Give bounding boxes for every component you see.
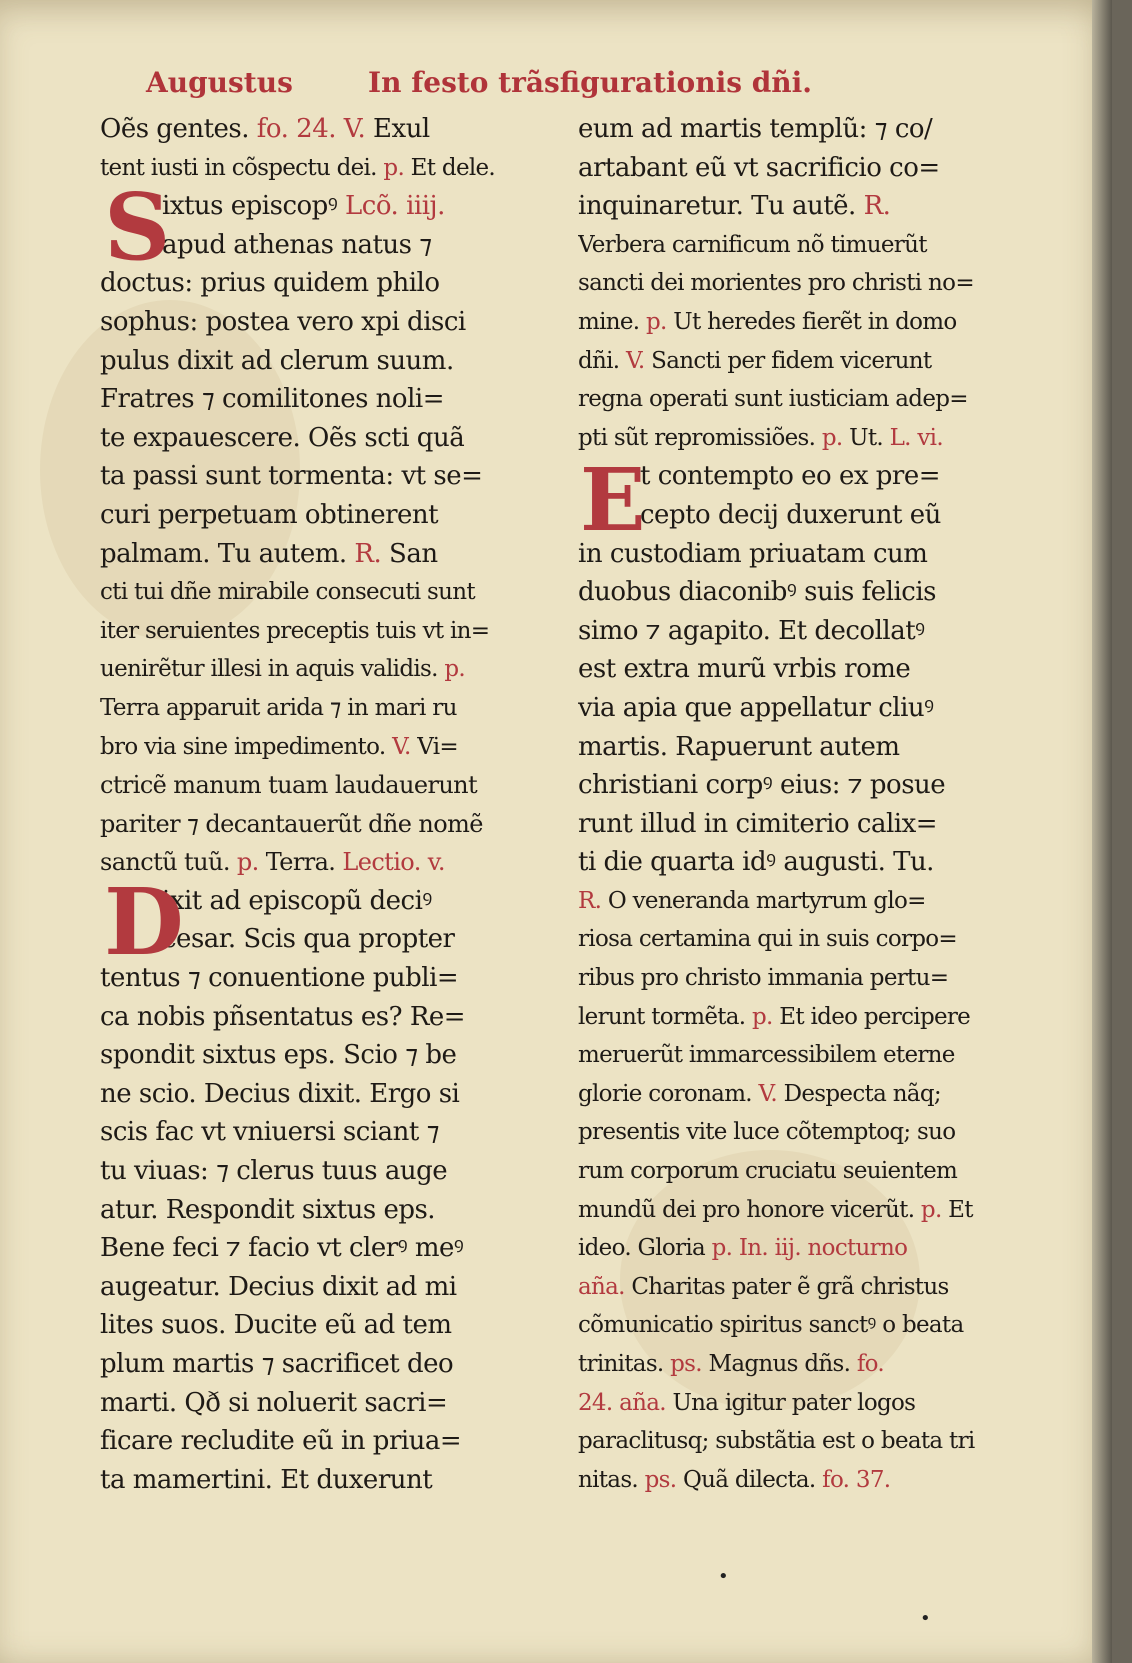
rubric-marker: Lectio. v. bbox=[342, 848, 445, 877]
rubric-marker: R. bbox=[354, 538, 382, 569]
text-line: Terra apparuit arida ⁊ in mari ru bbox=[100, 694, 457, 721]
text-line: ta mamertini. Et duxerunt bbox=[100, 1464, 433, 1495]
text-line: ixit ad episcopũ deciꝰ bbox=[162, 885, 432, 916]
initial-letter-d: D bbox=[104, 868, 184, 976]
text-line: mundũ dei pro honore vicerũt. p. Et bbox=[578, 1196, 973, 1223]
text-line: simo ⁊ agapito. Et decollatꝰ bbox=[578, 615, 925, 646]
text-line: Verbera carnificum nõ timuerũt bbox=[578, 231, 927, 258]
text-line: rum corporum cruciatu seuientem bbox=[578, 1158, 958, 1185]
rubric-marker: p. bbox=[646, 308, 667, 335]
text-line: est extra murũ vrbis rome bbox=[578, 654, 911, 685]
initial-letter-e: E bbox=[580, 450, 646, 551]
text-line: presentis vite luce cõtemptoq; suo bbox=[578, 1119, 956, 1146]
text-line: tent iusti in cõspectu dei. p. Et dele. bbox=[100, 154, 496, 181]
text-line: sanctũ tuũ. p. Terra. Lectio. v. bbox=[100, 848, 445, 877]
rubric-marker: p. bbox=[236, 848, 259, 877]
header-month: Augustus bbox=[146, 66, 293, 99]
text-line: sancti dei morientes pro christi no= bbox=[578, 270, 974, 297]
text-line: t contempto eo ex pre= bbox=[640, 461, 941, 492]
text-line: meruerũt immarcessibilem eterne bbox=[578, 1042, 955, 1069]
text-line: te expauescere. Oẽs scti quã bbox=[100, 422, 465, 453]
text-line: lites suos. Ducite eũ ad tem bbox=[100, 1310, 452, 1341]
text-line: marti. Qð si noluerit sacri= bbox=[100, 1387, 448, 1418]
text-line: R. O veneranda martyrum glo= bbox=[578, 887, 926, 914]
text-line: paraclitusq; substãtia est o beata tri bbox=[578, 1428, 975, 1455]
rubric-marker: V. bbox=[343, 114, 366, 144]
text-line: eum ad martis templũ: ⁊ co/ bbox=[578, 114, 933, 144]
running-header bbox=[146, 66, 1046, 106]
text-line: ca nobis pñsentatus es? Re= bbox=[100, 1001, 466, 1032]
text-line: cõmunicatio spiritus sanctꝰ o beata bbox=[578, 1312, 964, 1339]
text-line: in custodiam priuatam cum bbox=[578, 538, 928, 569]
text-line: sophus: postea vero xpi disci bbox=[100, 306, 466, 337]
text-line: bro via sine impedimento. V. Vi= bbox=[100, 733, 458, 760]
text-line: tentus ⁊ conuentione publi= bbox=[100, 963, 459, 994]
rubric-marker: Lcõ. iiij. bbox=[345, 191, 445, 222]
text-line: inquinaretur. Tu autẽ. R. bbox=[578, 191, 891, 222]
text-line: cepto decij duxerunt eũ bbox=[640, 499, 941, 530]
text-line: pariter ⁊ decantauerũt dñe nomẽ bbox=[100, 809, 483, 838]
text-line: 24. aña. Una igitur pater logos bbox=[578, 1389, 916, 1416]
rubric-marker: V. bbox=[626, 347, 645, 374]
rubric-marker: ps. bbox=[670, 1351, 702, 1377]
rubric-marker: 24. bbox=[578, 1389, 613, 1416]
header-feast-title: In festo trãsfigurationis dñi. bbox=[368, 66, 813, 99]
page-edge bbox=[1092, 0, 1112, 1663]
text-line: ficare recludite eũ in priua= bbox=[100, 1426, 462, 1457]
ink-speck: • bbox=[718, 1566, 729, 1587]
text-line: cesar. Scis qua propter bbox=[162, 924, 455, 955]
text-line: pti sũt repromissiões. p. Ut. L. vi. bbox=[578, 424, 943, 451]
rubric-marker: p. bbox=[711, 1235, 733, 1262]
text-line: artabant eũ vt sacrificio co= bbox=[578, 152, 940, 183]
rubric-marker: L. vi. bbox=[889, 424, 943, 451]
text-line: scis fac vt vniuersi sciant ⁊ bbox=[100, 1117, 440, 1148]
text-line: duobus diaconibꝰ suis felicis bbox=[578, 577, 936, 608]
rubric-marker: p. bbox=[752, 1003, 773, 1030]
rubric-marker: p. bbox=[821, 424, 843, 451]
text-line: mine. p. Ut heredes fierẽt in domo bbox=[578, 308, 957, 335]
rubric-marker: fo. bbox=[822, 1466, 850, 1493]
rubric-marker: p. bbox=[383, 154, 405, 181]
rubric-marker: p. bbox=[920, 1196, 942, 1223]
text-line: doctus: prius quidem philo bbox=[100, 268, 440, 299]
rubric-marker: p. bbox=[444, 656, 465, 683]
text-line: augeatur. Decius dixit ad mi bbox=[100, 1271, 457, 1302]
rubric-marker: V. bbox=[392, 733, 411, 760]
right-text-column bbox=[578, 110, 1038, 1499]
text-line: pulus dixit ad clerum suum. bbox=[100, 345, 454, 376]
text-line: Oẽs gentes. fo. 24. V. Exul bbox=[100, 114, 430, 144]
rubric-marker: R. bbox=[578, 887, 602, 914]
text-line: spondit sixtus eps. Scio ⁊ be bbox=[100, 1040, 457, 1071]
rubric-marker: 24. bbox=[296, 114, 337, 144]
rubric-marker: 37. bbox=[855, 1466, 891, 1493]
text-line: trinitas. ps. Magnus dñs. fo. bbox=[578, 1351, 884, 1377]
text-line: regna operati sunt iusticiam adep= bbox=[578, 386, 968, 413]
initial-letter-s: S bbox=[104, 173, 171, 281]
text-line: ti die quarta idꝰ augusti. Tu. bbox=[578, 847, 934, 878]
rubric-marker: fo. bbox=[856, 1351, 884, 1377]
text-line: christiani corpꝰ eius: ⁊ posue bbox=[578, 770, 946, 801]
rubric-marker: R. bbox=[863, 191, 891, 222]
text-line: curi perpetuam obtinerent bbox=[100, 499, 439, 530]
text-line: Fratres ⁊ comilitones noli= bbox=[100, 384, 444, 415]
text-line: lerunt tormẽta. p. Et ideo percipere bbox=[578, 1003, 971, 1030]
text-line: ta passi sunt tormenta: vt se= bbox=[100, 461, 483, 492]
rubric-marker: aña. bbox=[619, 1389, 666, 1416]
text-line: apud athenas natus ⁊ bbox=[162, 229, 432, 260]
text-line: plum martis ⁊ sacrificet deo bbox=[100, 1349, 454, 1379]
rubric-marker: fo. bbox=[256, 114, 289, 144]
rubric-marker: In. iij. nocturno bbox=[738, 1235, 908, 1262]
ink-speck: • bbox=[920, 1608, 931, 1629]
text-line: via apia que appellatur cliuꝰ bbox=[578, 692, 934, 723]
rubric-marker: ps. bbox=[644, 1466, 677, 1493]
text-line: tu viuas: ⁊ clerus tuus auge bbox=[100, 1156, 448, 1187]
rubric-marker: V. bbox=[758, 1080, 778, 1107]
text-line: cti tui dñe mirabile consecuti sunt bbox=[100, 579, 475, 606]
text-line: martis. Rapuerunt autem bbox=[578, 731, 900, 762]
text-line: uenirẽtur illesi in aquis validis. p. bbox=[100, 656, 465, 683]
text-line: palmam. Tu autem. R. San bbox=[100, 538, 438, 569]
text-line: ixtus episcopꝰ Lcõ. iiij. bbox=[162, 191, 445, 222]
text-line: riosa certamina qui in suis corpo= bbox=[578, 926, 958, 953]
text-line: runt illud in cimiterio calix= bbox=[578, 808, 938, 839]
text-line: glorie coronam. V. Despecta nãq; bbox=[578, 1080, 941, 1107]
text-line: iter seruientes preceptis tuis vt in= bbox=[100, 617, 490, 644]
left-text-column bbox=[100, 110, 550, 1499]
text-line: ne scio. Decius dixit. Ergo si bbox=[100, 1078, 460, 1109]
text-line: ctricẽ manum tuam laudauerunt bbox=[100, 771, 478, 800]
text-line: ideo. Gloria p. In. iij. nocturno bbox=[578, 1235, 908, 1262]
text-line: dñi. V. Sancti per fidem vicerunt bbox=[578, 347, 932, 374]
text-line: nitas. ps. Quã dilecta. fo. 37. bbox=[578, 1466, 891, 1493]
text-line: aña. Charitas pater ẽ grã christus bbox=[578, 1273, 949, 1300]
rubric-marker: aña. bbox=[578, 1273, 625, 1300]
text-line: ribus pro christo immania pertu= bbox=[578, 965, 949, 992]
text-line: Bene feci ⁊ facio vt clerꝰ meꝰ bbox=[100, 1233, 464, 1264]
text-line: atur. Respondit sixtus eps. bbox=[100, 1194, 436, 1225]
